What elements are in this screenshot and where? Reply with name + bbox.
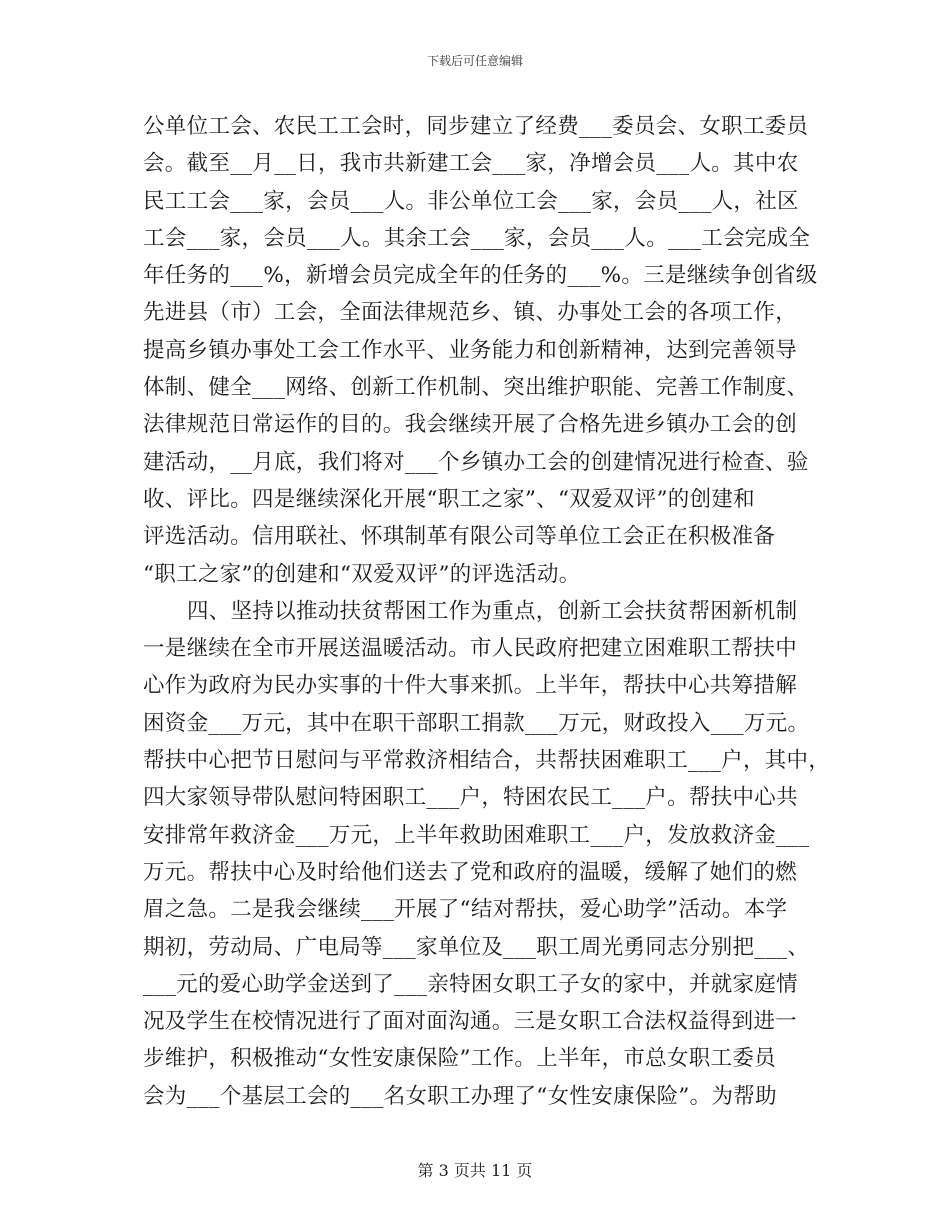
text-line: ___元的爱心助学金送到了___亲特困女职工子女的家中，并就家庭情 xyxy=(143,971,798,997)
document-body xyxy=(143,108,831,1115)
text-line: 法律规范日常运作的目的。我会继续开展了合格先进乡镇办工会的创 xyxy=(143,412,798,438)
text-line: 提高乡镇办事处工会工作水平、业务能力和创新精神，达到完善领导 xyxy=(143,337,798,363)
text-line: 四大家领导带队慰问特困职工___户，特困农民工___户。帮扶中心共 xyxy=(143,785,798,811)
text-line: 公单位工会、农民工工会时，同步建立了经费___委员会、女职工委员 xyxy=(143,114,809,139)
text-line: 四、坚持以推动扶贫帮困工作为重点，创新工会扶贫帮困新机制 xyxy=(187,598,798,624)
text-line: 年任务的___%，新增会员完成全年的任务的___%。三是继续争创省级 xyxy=(143,263,818,289)
text-line: 会。截至__月__日，我市共新建工会___家，净增会员___人。其中农 xyxy=(143,151,799,177)
text-line: 一是继续在全市开展送温暖活动。市人民政府把建立困难职工帮扶中 xyxy=(143,636,798,662)
text-line: 收、评比。四是继续深化开展“职工之家”、“双爱双评”的创建和 xyxy=(143,486,755,512)
page-footer: 第 3 页共 11 页 xyxy=(417,1161,533,1180)
text-line: 民工工会___家，会员___人。非公单位工会___家，会员___人，社区 xyxy=(143,188,799,214)
text-line: 评选活动。信用联社、怀琪制革有限公司等单位工会正在积极准备 xyxy=(143,524,776,550)
text-line: 步维护，积极推动“女性安康保险”工作。上半年，市总女职工委员 xyxy=(143,1046,776,1072)
text-line: 万元。帮扶中心及时给他们送去了党和政府的温暖，缓解了她们的燃 xyxy=(143,859,798,885)
text-line: 体制、健全___网络、创新工作机制、突出维护职能、完善工作制度、 xyxy=(143,375,809,401)
text-line: 安排常年救济金___万元，上半年救助困难职工___户，发放救济金___ xyxy=(143,822,810,848)
text-line: 帮扶中心把节日慰问与平常救济相结合，共帮扶困难职工___户，其中， xyxy=(143,748,831,774)
text-line: 心作为政府为民办实事的十件大事来抓。上半年，帮扶中心共筹措解 xyxy=(143,673,798,699)
page-header: 下载后可任意编辑 xyxy=(426,54,523,68)
text-line: 期初，劳动局、广电局等___家单位及___职工周光勇同志分别把___、 xyxy=(143,934,810,960)
text-line: 会为___个基层工会的___名女职工办理了“女性安康保险”。为帮助 xyxy=(143,1083,777,1109)
text-line: 工会___家，会员___人。其余工会___家，会员___人。___工会完成全 xyxy=(143,225,811,251)
text-line: “职工之家”的创建和“双爱双评”的评选活动。 xyxy=(143,561,581,587)
text-line: 困资金___万元，其中在职干部职工捐款___万元，财政投入___万元。 xyxy=(143,710,810,736)
text-line: 眉之急。二是我会继续___开展了“结对帮扶，爱心助学”活动。本学 xyxy=(143,897,788,923)
text-line: 况及学生在校情况进行了面对面沟通。三是女职工合法权益得到进一 xyxy=(143,1009,798,1035)
text-line: 建活动，__月底，我们将对___个乡镇办工会的创建情况进行检查、验 xyxy=(143,449,809,475)
text-line: 先进县（市）工会，全面法律规范乡、镇、办事处工会的各项工作， xyxy=(143,300,798,326)
